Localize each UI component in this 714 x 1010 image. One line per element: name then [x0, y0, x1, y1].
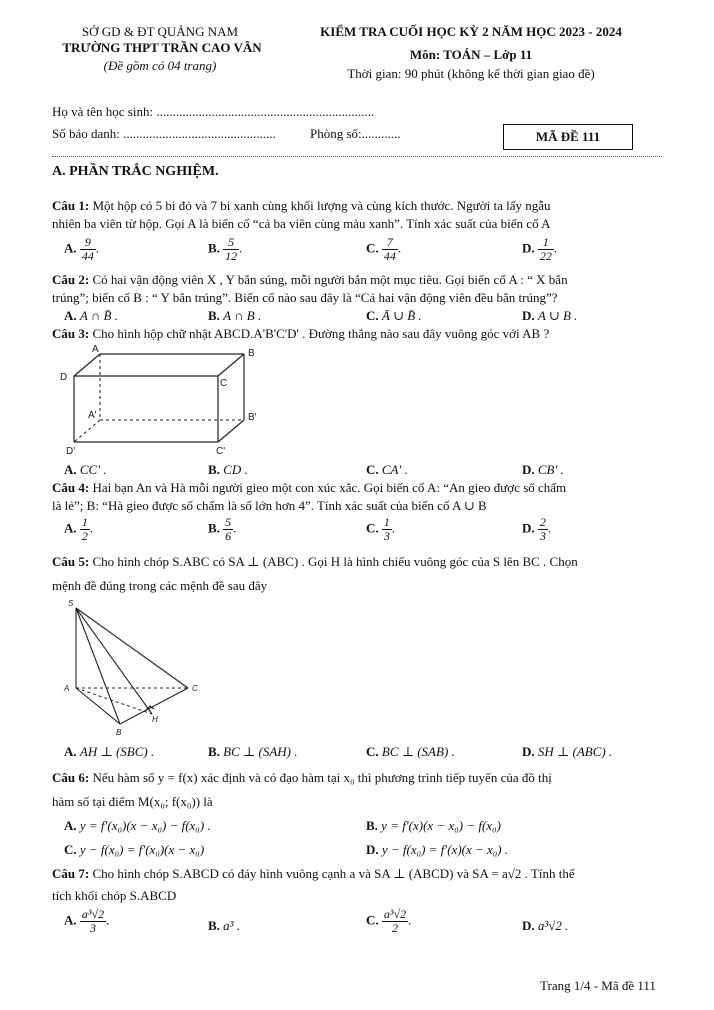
q2-number: Câu 2: [52, 272, 90, 287]
q3-label-B: B [248, 348, 255, 359]
q5-label-H: H [152, 715, 158, 724]
q3-option-b[interactable]: B. CD . [208, 462, 248, 477]
q3-label-C: C [220, 378, 228, 389]
q6-option-b[interactable]: B. y = f′(x)(x − x₀) − f(x₀) [366, 818, 501, 833]
q7-option-c[interactable]: C. $\frac{\text{a³√2}}{2}$ . [366, 907, 412, 935]
q5-option-c[interactable]: C. BC ⊥ (SAB) . [366, 744, 455, 759]
room-field[interactable]: Phòng số:............ [310, 126, 401, 141]
exam-subject: Môn: TOÁN – Lớp 11 [409, 47, 533, 62]
student-id-field[interactable]: Số báo danh: ............................................... [52, 126, 276, 141]
q4-a-den: 2 [81, 529, 88, 543]
divider [52, 156, 662, 157]
q1-a-num: 9 [80, 236, 96, 250]
q6-text1: Nếu hàm số y = f(x) xác định và có đạo hàm tại x₀ thì phương trình tiếp tuyến của đồ thị [89, 770, 552, 785]
q2-option-c[interactable]: C. Ā ∪ B̄ . [366, 308, 422, 323]
q7-option-d[interactable]: D. a³√2 . [522, 918, 569, 933]
q5-label-A: A [64, 684, 70, 693]
q6-line2: hàm số tại điểm M(x₀; f(x₀)) là [52, 794, 213, 809]
q4-c-num: 1 [383, 515, 390, 529]
q4-d-num: 2 [539, 515, 546, 529]
q4-b-den: 6 [225, 529, 232, 543]
q4-number: Câu 4: [52, 480, 90, 495]
q5-pyramid-figure [58, 596, 218, 736]
q3-d-text: CB' . [537, 462, 564, 477]
q7-line1 [52, 866, 575, 882]
q6-option-d[interactable]: D. y − f(x₀) = f′(x)(x − x₀) . [366, 842, 509, 857]
exam-time: Thời gian: 90 phút (không kể thời gian giao đề) [347, 66, 595, 81]
q4-c-den: 3 [383, 529, 390, 543]
q2-text1: Có hai vận động viên X , Y bắn súng, mỗi người bắn một mục tiêu. Gọi biến cố A : “ X bắn [89, 272, 568, 287]
q3-label-Dp: D' [66, 446, 76, 457]
q4-d-den: 3 [539, 529, 546, 543]
q1-b-den: 12 [225, 249, 238, 263]
q3-line1 [52, 326, 549, 342]
q2-d-text: A ∪ B . [537, 308, 578, 323]
q4-option-c[interactable]: C. $\frac{1}{3}$ . [366, 515, 396, 543]
q5-label-B: B [116, 728, 122, 736]
q5-label-C: C [192, 684, 198, 693]
q3-label-Ap: A' [88, 410, 97, 421]
q3-number: Câu 3: [52, 326, 90, 341]
q5-option-b[interactable]: B. BC ⊥ (SAH) . [208, 744, 298, 759]
q6-c-text: y − f(x₀) = f′(x₀)(x − x₀) [79, 842, 205, 857]
q1-line1 [52, 198, 551, 214]
q4-text1: Hai bạn An và Hà mỗi người gieo một con xúc xắc. Gọi biến cố A: “An gieo được số chấm [89, 480, 567, 495]
q7-line2: tích khối chóp S.ABCD [52, 888, 177, 903]
q2-line2: trúng”; biến cố B : “ Y bắn trúng”. Biến cố nào sau đây là “Cả hai vận động viên đều bắn trúng”? [52, 290, 558, 305]
q2-option-a[interactable]: A. A ∩ B̄ . [64, 308, 118, 323]
q7-a-num: a³√2 [81, 907, 105, 921]
q5-label-S: S [68, 599, 74, 608]
q1-d-den: 22 [539, 249, 552, 263]
q5-number: Câu 5: [52, 554, 90, 569]
q7-text1: Cho hình chóp S.ABCD có đáy hình vuông cạnh a và SA ⊥ (ABCD) và SA = a√2 . Tính thể [89, 866, 575, 881]
q5-text1: Cho hình chóp S.ABC có SA ⊥ (ABC) . Gọi H là hình chiếu vuông góc của S lên BC . Chọn [89, 554, 578, 569]
q2-option-d[interactable]: D. A ∪ B . [522, 308, 578, 323]
q2-b-text: A ∩ B . [223, 308, 262, 323]
q4-b-num: 5 [225, 515, 232, 529]
q4-line1 [52, 480, 566, 496]
q7-option-b[interactable]: B. a³ . [208, 918, 241, 933]
q3-label-Bp: B' [248, 412, 257, 423]
q1-option-c[interactable]: C. $\frac{7}{44}$ . [366, 235, 402, 263]
q3-label-D: D [60, 372, 68, 383]
q5-line2: mệnh đề đúng trong các mệnh đề sau đây [52, 578, 268, 593]
q3-box-figure [58, 344, 278, 462]
q3-label-A: A [92, 344, 99, 355]
q4-a-num: 1 [81, 515, 88, 529]
q3-b-text: CD . [223, 462, 248, 477]
q5-d-text: SH ⊥ (ABC) . [537, 744, 613, 759]
section-title: A. PHẦN TRẮC NGHIỆM. [52, 164, 219, 179]
q6-number: Câu 6: [52, 770, 90, 785]
dept-name: SỞ GD & ĐT QUẢNG NAM [81, 24, 239, 39]
q3-label-Cp: C' [216, 446, 226, 457]
q2-a-text: A ∩ B̄ . [79, 308, 118, 323]
q4-option-a[interactable]: A. $\frac{1}{2}$ . [64, 515, 94, 543]
q3-c-text: CA' . [381, 462, 408, 477]
q2-line1 [52, 272, 568, 288]
q1-b-num: 5 [223, 236, 239, 250]
q1-d-num: 1 [538, 236, 554, 250]
q3-text1: Cho hình hộp chữ nhật ABCD.A'B'C'D' . Đường thẳng nào sau đây vuông góc với AB ? [89, 326, 550, 341]
q4-line2: là lẻ”; B: “Hà gieo được số chấm là số lớn hơn 4”. Tính xác suất của biến cố A ∪ B [52, 498, 487, 513]
q6-b-text: y = f′(x)(x − x₀) − f(x₀) [381, 818, 501, 833]
q1-number: Câu 1: [52, 198, 90, 213]
q6-a-text: y = f′(x₀)(x − x₀) − f(x₀) . [79, 818, 211, 833]
q2-c-text: Ā ∪ B̄ . [381, 308, 422, 323]
q1-c-num: 7 [382, 236, 398, 250]
q5-option-a[interactable]: A. AH ⊥ (SBC) . [64, 744, 155, 759]
page-footer: Trang 1/4 - Mã đề 111 [540, 978, 656, 993]
q5-line1 [52, 554, 578, 570]
exam-code-box: MÃ ĐỀ 111 [503, 124, 633, 150]
q7-c-num: a³√2 [383, 907, 407, 921]
page-count: (Đề gồm có 04 trang) [103, 58, 217, 73]
q6-option-a[interactable]: A. y = f′(x₀)(x − x₀) − f(x₀) . [64, 818, 211, 833]
q1-option-b[interactable]: B. $\frac{5}{12}$ . [208, 235, 243, 263]
q3-option-c[interactable]: C. CA' . [366, 462, 408, 477]
q7-option-a[interactable]: A. $\frac{\text{a³√2}}{3}$ . [64, 907, 110, 935]
q5-option-d[interactable]: D. SH ⊥ (ABC) . [522, 744, 613, 759]
q7-number: Câu 7: [52, 866, 90, 881]
student-name-field[interactable]: Họ và tên học sinh: ................................................................... [52, 104, 375, 119]
school-name: TRƯỜNG THPT TRẦN CAO VÂN [62, 40, 262, 55]
q1-c-den: 44 [383, 249, 396, 263]
q1-a-den: 44 [81, 249, 94, 263]
q2-option-b[interactable]: B. A ∩ B . [208, 308, 262, 323]
q1-text1: Một hộp có 5 bi đỏ và 7 bi xanh cùng khối lượng và cùng kích thước. Người ta lấy ngẫu [89, 198, 551, 213]
q4-option-d[interactable]: D. $\frac{2}{3}$ . [522, 515, 552, 543]
q5-b-text: BC ⊥ (SAH) . [223, 744, 298, 759]
q5-a-text: AH ⊥ (SBC) . [79, 744, 155, 759]
q3-a-text: CC' . [79, 462, 107, 477]
q1-option-a[interactable]: A. $\frac{9}{44}$ . [64, 235, 100, 263]
q6-option-c[interactable]: C. y − f(x₀) = f′(x₀)(x − x₀) [64, 842, 205, 857]
q3-option-d[interactable]: D. CB' . [522, 462, 564, 477]
exam-title: KIỂM TRA CUỐI HỌC KỲ 2 NĂM HỌC 2023 - 2024 [320, 24, 622, 39]
q1-line2: nhiên ba viên từ hộp. Gọi A là biến cố “cả ba viên cùng màu xanh”. Tính xác suất của biến cố A [52, 216, 551, 231]
q7-d-text: a³√2 . [537, 918, 569, 933]
q6-d-text: y − f(x₀) = f′(x)(x − x₀) . [381, 842, 509, 857]
q5-c-text: BC ⊥ (SAB) . [381, 744, 455, 759]
q6-line1 [52, 770, 552, 786]
q7-c-den: 2 [391, 921, 398, 935]
q7-a-den: 3 [89, 921, 96, 935]
q3-option-a[interactable]: A. CC' . [64, 462, 107, 477]
q4-option-b[interactable]: B. $\frac{5}{6}$ . [208, 515, 237, 543]
q1-option-d[interactable]: D. $\frac{1}{22}$ . [522, 235, 558, 263]
q7-b-text: a³ . [223, 918, 241, 933]
